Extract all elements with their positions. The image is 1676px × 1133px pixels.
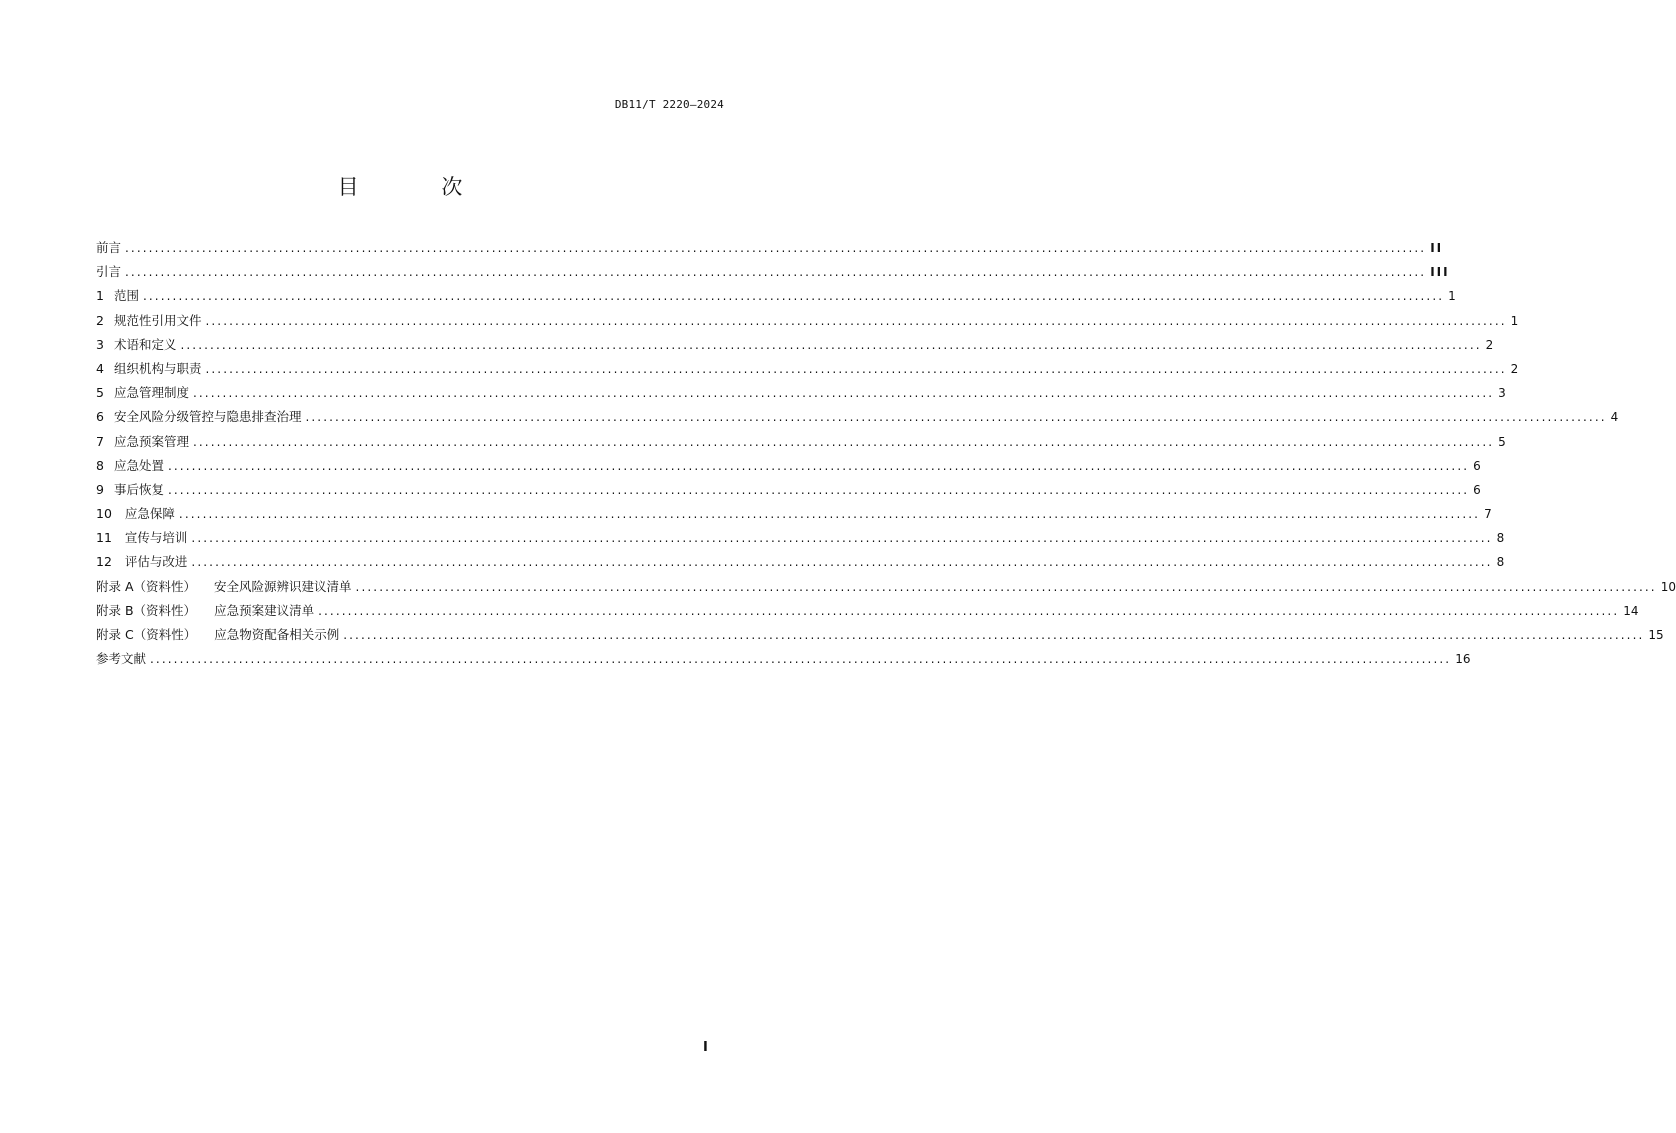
toc-entry-page: 15	[1648, 628, 1664, 642]
toc-entry-number: 5	[96, 385, 104, 401]
toc-dot-leader: ............................................................................................................................................................................................................................	[178, 507, 1481, 522]
toc-dot-leader: ............................................................................................................................................................................................................................	[205, 361, 1507, 376]
toc-entry-number: 12	[96, 554, 112, 570]
toc-entry-label	[125, 526, 188, 550]
toc-entry-number: 7	[96, 433, 104, 449]
toc-entry-number: 3	[96, 336, 104, 352]
toc-entry-page: 3	[1498, 386, 1506, 401]
toc-entry-label-text: 范围	[113, 288, 139, 304]
toc-entry-label-text: 应急保障	[124, 506, 175, 522]
toc-entry-label	[114, 454, 164, 478]
toc-entry-page: 14	[1623, 603, 1639, 618]
toc-entry-number: 11	[96, 530, 112, 546]
toc-entry[interactable]	[96, 502, 1492, 526]
toc-entry-page: II	[1430, 241, 1444, 255]
toc-entry-label	[125, 550, 188, 574]
toc-entry-page: 2	[1485, 337, 1494, 352]
toc-entry-label-text: 附录 A（资料性）	[96, 578, 197, 594]
toc-dot-leader: ............................................................................................................................................................................................................................	[125, 241, 1427, 255]
toc-dot-leader: ............................................................................................................................................................................................................................	[318, 603, 1620, 618]
document-code: DB11/T 2220—2024	[614, 98, 724, 111]
table-of-contents	[96, 236, 1676, 671]
toc-entry-label-text: 参考文献	[96, 651, 147, 667]
toc-entry[interactable]	[96, 623, 1664, 647]
toc-entry-label	[114, 430, 189, 454]
toc-entry-label-text: 组织机构与职责	[113, 360, 202, 376]
toc-entry[interactable]	[96, 405, 1619, 429]
toc-entry[interactable]	[96, 550, 1505, 574]
toc-dot-leader: ............................................................................................................................................................................................................................	[142, 289, 1445, 304]
toc-entry-label-text: 应急管理制度	[113, 385, 189, 401]
toc-entry-page: 1	[1448, 289, 1456, 304]
toc-entry-label-text: 安全风险分级管控与隐患排查治理	[113, 409, 302, 425]
page-title: 目 次	[337, 175, 501, 199]
toc-entry-label-text: 评估与改进	[124, 554, 188, 570]
toc-dot-leader: ............................................................................................................................................................................................................................	[191, 531, 1493, 546]
toc-entry-appendix-title: 应急物资配备相关示例	[214, 627, 340, 642]
toc-dot-leader: ............................................................................................................................................................................................................................	[355, 579, 1657, 594]
toc-entry-label	[125, 502, 175, 526]
toc-entry-page: 8	[1496, 531, 1505, 546]
toc-dot-leader: ............................................................................................................................................................................................................................	[125, 265, 1427, 280]
toc-entry-page: 6	[1473, 458, 1481, 473]
toc-entry-label	[114, 309, 202, 333]
toc-entry-page: 2	[1510, 361, 1519, 376]
toc-dot-leader: ............................................................................................................................................................................................................................	[150, 652, 1452, 667]
toc-entry-page: 5	[1498, 434, 1506, 449]
toc-entry-label	[114, 405, 302, 429]
toc-entry[interactable]	[96, 430, 1506, 454]
toc-entry-label	[96, 236, 121, 260]
toc-dot-leader: ............................................................................................................................................................................................................................	[167, 458, 1470, 473]
toc-dot-leader: ............................................................................................................................................................................................................................	[192, 434, 1495, 449]
toc-dot-leader: ............................................................................................................................................................................................................................	[167, 482, 1470, 497]
toc-entry[interactable]	[96, 357, 1519, 381]
toc-dot-leader: ............................................................................................................................................................................................................................	[343, 628, 1645, 642]
toc-entry-label	[96, 260, 121, 284]
toc-entry[interactable]	[96, 236, 1444, 260]
toc-entry-label-text: 宣传与培训	[124, 530, 188, 546]
toc-entry-number: 8	[96, 457, 104, 473]
toc-entry[interactable]	[96, 284, 1456, 308]
toc-entry-number: 1	[96, 288, 104, 304]
toc-dot-leader: ............................................................................................................................................................................................................................	[191, 555, 1493, 570]
toc-entry-label	[96, 575, 352, 599]
toc-entry-label-text: 附录 C（资料性）	[96, 627, 197, 642]
toc-entry-appendix-title: 应急预案建议清单	[214, 602, 315, 618]
toc-entry-label	[114, 284, 139, 308]
toc-dot-leader: ............................................................................................................................................................................................................................	[192, 386, 1495, 401]
toc-entry-page: 1	[1510, 313, 1519, 328]
toc-entry[interactable]	[96, 575, 1676, 599]
toc-entry-label	[114, 478, 164, 502]
toc-entry-number: 10	[96, 506, 112, 522]
toc-entry-label-text: 附录 B（资料性）	[96, 602, 197, 618]
toc-entry-label-text: 前言	[96, 240, 122, 255]
toc-entry-label-text: 规范性引用文件	[113, 312, 202, 328]
toc-entry[interactable]	[96, 526, 1505, 550]
toc-entry-label	[96, 647, 146, 671]
toc-entry-label	[96, 599, 314, 623]
toc-entry[interactable]	[96, 599, 1639, 623]
toc-entry-label	[114, 333, 177, 357]
toc-entry-label-text: 术语和定义	[113, 336, 177, 352]
toc-entry[interactable]	[96, 309, 1519, 333]
toc-entry[interactable]	[96, 454, 1481, 478]
toc-entry-number: 6	[96, 409, 104, 425]
toc-entry-page: 16	[1455, 652, 1471, 667]
toc-entry-page: 4	[1610, 410, 1619, 425]
toc-entry-number: 4	[96, 360, 104, 376]
toc-entry[interactable]	[96, 260, 1450, 284]
toc-entry[interactable]	[96, 478, 1481, 502]
toc-entry-page: 8	[1496, 555, 1505, 570]
toc-entry[interactable]	[96, 333, 1494, 357]
toc-entry-label-text: 引言	[96, 264, 122, 280]
toc-dot-leader: ............................................................................................................................................................................................................................	[305, 410, 1607, 425]
toc-entry-label-text: 应急处置	[113, 457, 164, 473]
toc-entry-appendix-title: 安全风险源辨识建议清单	[214, 578, 352, 594]
toc-entry-label	[96, 623, 339, 647]
toc-entry-page: 10	[1660, 579, 1676, 594]
toc-entry-label	[114, 381, 189, 405]
page-number: I	[703, 1040, 708, 1055]
toc-dot-leader: ............................................................................................................................................................................................................................	[180, 337, 1482, 352]
toc-entry-label-text: 应急预案管理	[113, 433, 189, 449]
toc-entry-label-text: 事后恢复	[113, 481, 164, 497]
toc-entry[interactable]	[96, 647, 1471, 671]
toc-entry-page: 7	[1484, 507, 1492, 522]
toc-entry[interactable]	[96, 381, 1506, 405]
toc-entry-label	[114, 357, 202, 381]
toc-entry-page: 6	[1473, 482, 1481, 497]
toc-entry-page: III	[1430, 265, 1450, 280]
toc-entry-number: 2	[96, 312, 104, 328]
toc-entry-number: 9	[96, 481, 104, 497]
toc-dot-leader: ............................................................................................................................................................................................................................	[205, 313, 1507, 328]
